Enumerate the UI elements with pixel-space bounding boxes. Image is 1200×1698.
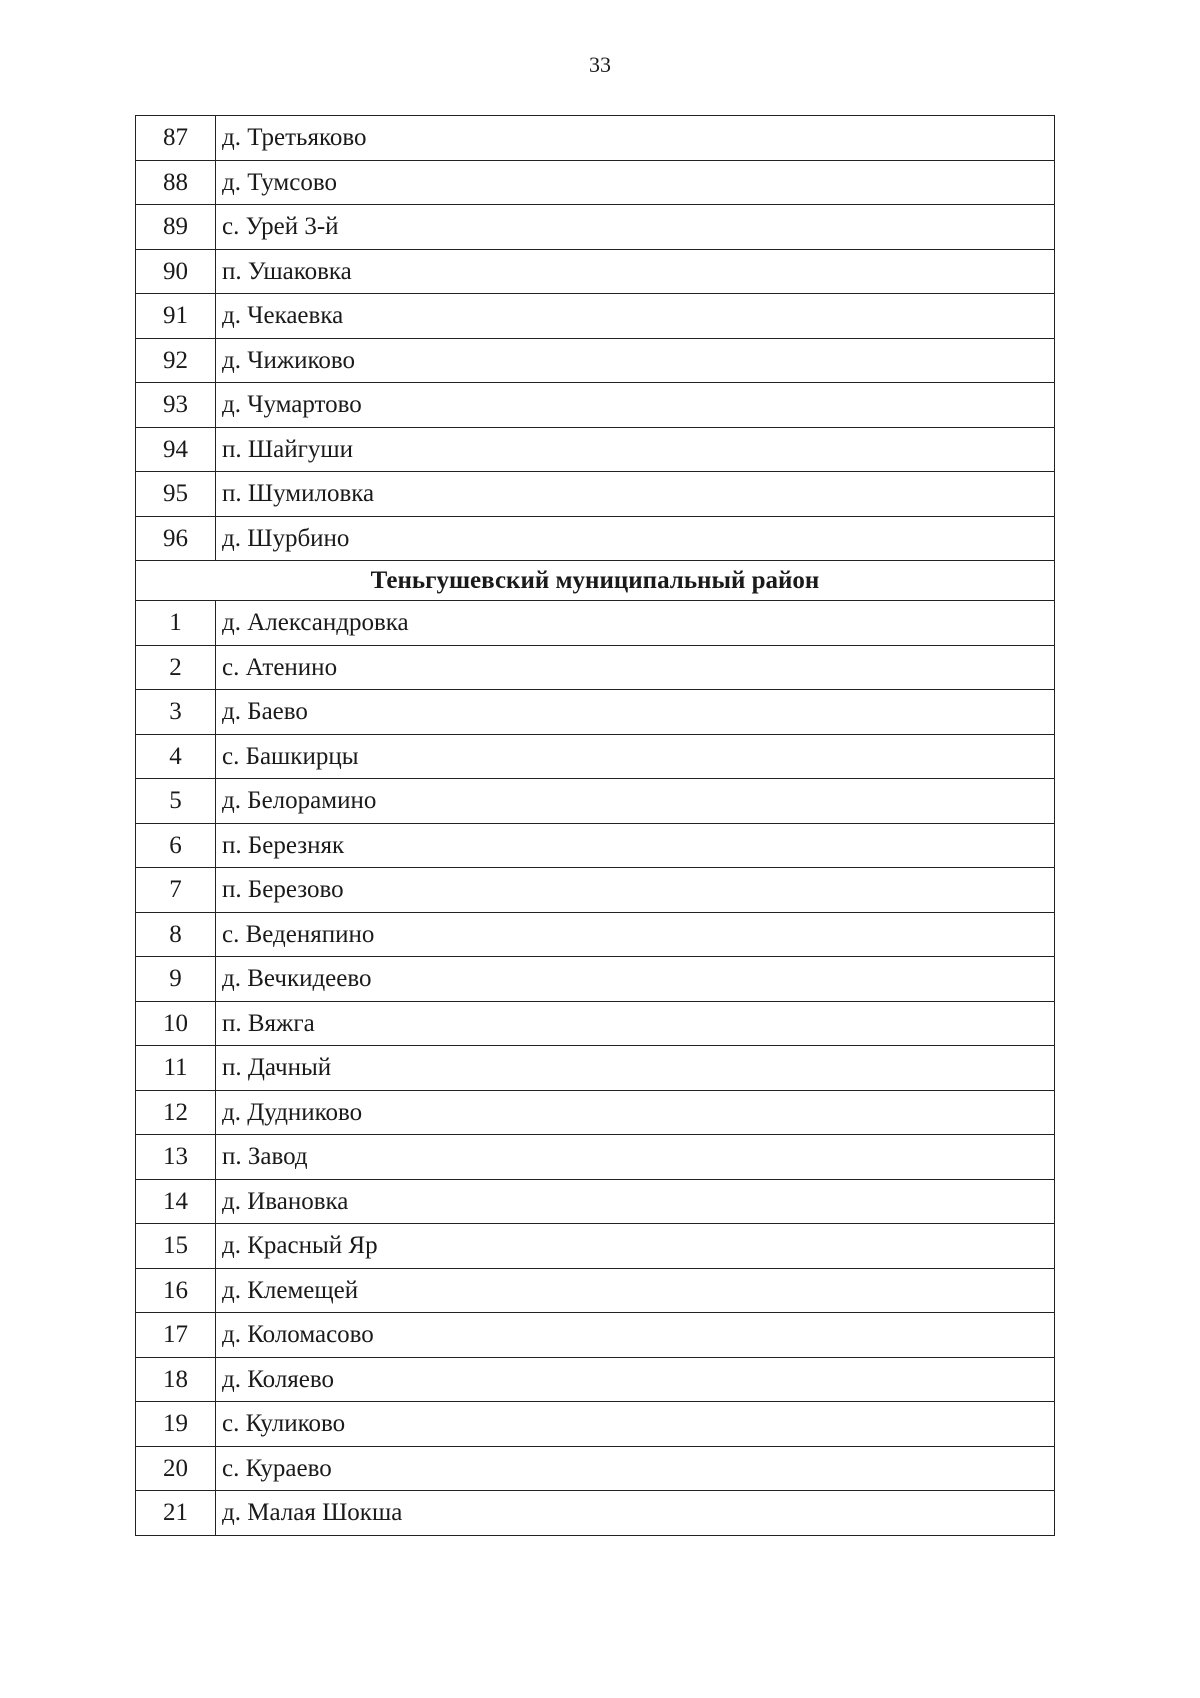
settlement-name: с. Атенино: [216, 645, 1055, 690]
settlement-name: д. Коляево: [216, 1357, 1055, 1402]
table-section: [136, 561, 1055, 601]
settlement-name: п. Дачный: [216, 1046, 1055, 1091]
table-row: [136, 823, 1055, 868]
settlement-name: п. Шумиловка: [216, 472, 1055, 517]
settlement-name: п. Ушаковка: [216, 249, 1055, 294]
table-row: [136, 1135, 1055, 1180]
row-number: 94: [136, 427, 216, 472]
settlement-name: с. Куликово: [216, 1402, 1055, 1447]
table-row: [136, 383, 1055, 428]
settlement-name: д. Чумартово: [216, 383, 1055, 428]
table-row: [136, 472, 1055, 517]
row-number: 88: [136, 160, 216, 205]
table-row: [136, 957, 1055, 1002]
settlement-name: д. Тумсово: [216, 160, 1055, 205]
table-row: [136, 645, 1055, 690]
table-row: [136, 1224, 1055, 1269]
table-row: [136, 1046, 1055, 1091]
row-number: 18: [136, 1357, 216, 1402]
settlement-name: с. Башкирцы: [216, 734, 1055, 779]
row-number: 1: [136, 601, 216, 646]
table-row: [136, 1001, 1055, 1046]
settlement-name: д. Дудниково: [216, 1090, 1055, 1135]
row-number: 92: [136, 338, 216, 383]
table-row: [136, 249, 1055, 294]
settlement-name: д. Чекаевка: [216, 294, 1055, 339]
table-row: [136, 868, 1055, 913]
table-row: [136, 779, 1055, 824]
table-row: [136, 205, 1055, 250]
row-number: 15: [136, 1224, 216, 1269]
row-number: 95: [136, 472, 216, 517]
settlement-name: д. Вечкидеево: [216, 957, 1055, 1002]
table-body-bottom: [136, 601, 1055, 1536]
row-number: 96: [136, 516, 216, 561]
table-row: [136, 912, 1055, 957]
settlement-name: д. Клемещей: [216, 1268, 1055, 1313]
row-number: 2: [136, 645, 216, 690]
row-number: 11: [136, 1046, 216, 1091]
row-number: 3: [136, 690, 216, 735]
table-row: [136, 734, 1055, 779]
section-row: [136, 561, 1055, 601]
settlement-name: д. Баево: [216, 690, 1055, 735]
settlement-name: п. Завод: [216, 1135, 1055, 1180]
settlement-name: д. Александровка: [216, 601, 1055, 646]
row-number: 6: [136, 823, 216, 868]
table-row: [136, 690, 1055, 735]
settlement-name: д. Чижиково: [216, 338, 1055, 383]
settlement-name: д. Шурбино: [216, 516, 1055, 561]
row-number: 20: [136, 1446, 216, 1491]
row-number: 4: [136, 734, 216, 779]
settlement-name: д. Белорамино: [216, 779, 1055, 824]
table-row: [136, 116, 1055, 161]
table-row: [136, 1313, 1055, 1358]
row-number: 19: [136, 1402, 216, 1447]
table-row: [136, 338, 1055, 383]
table-row: [136, 1090, 1055, 1135]
row-number: 10: [136, 1001, 216, 1046]
row-number: 93: [136, 383, 216, 428]
page-number: 33: [589, 52, 611, 77]
row-number: 17: [136, 1313, 216, 1358]
settlement-name: п. Березово: [216, 868, 1055, 913]
row-number: 13: [136, 1135, 216, 1180]
settlement-name: с. Кураево: [216, 1446, 1055, 1491]
row-number: 7: [136, 868, 216, 913]
settlements-table: [135, 115, 1055, 1536]
settlement-name: п. Березняк: [216, 823, 1055, 868]
table-row: [136, 427, 1055, 472]
row-number: 8: [136, 912, 216, 957]
settlement-name: п. Шайгуши: [216, 427, 1055, 472]
table-row: [136, 1491, 1055, 1536]
row-number: 91: [136, 294, 216, 339]
settlement-name: с. Веденяпино: [216, 912, 1055, 957]
settlement-name: п. Вяжга: [216, 1001, 1055, 1046]
table-row: [136, 1179, 1055, 1224]
section-title: Теньгушевский муниципальный район: [136, 561, 1055, 601]
settlement-name: д. Коломасово: [216, 1313, 1055, 1358]
settlement-name: с. Урей 3-й: [216, 205, 1055, 250]
settlement-name: д. Малая Шокша: [216, 1491, 1055, 1536]
settlement-name: д. Красный Яр: [216, 1224, 1055, 1269]
row-number: 87: [136, 116, 216, 161]
row-number: 89: [136, 205, 216, 250]
table-body-top: [136, 116, 1055, 561]
row-number: 12: [136, 1090, 216, 1135]
table-row: [136, 1446, 1055, 1491]
table-row: [136, 1268, 1055, 1313]
table-row: [136, 1357, 1055, 1402]
table-row: [136, 294, 1055, 339]
table-row: [136, 601, 1055, 646]
settlement-name: д. Третьяково: [216, 116, 1055, 161]
row-number: 5: [136, 779, 216, 824]
table-row: [136, 516, 1055, 561]
table-row: [136, 160, 1055, 205]
settlement-name: д. Ивановка: [216, 1179, 1055, 1224]
row-number: 9: [136, 957, 216, 1002]
row-number: 21: [136, 1491, 216, 1536]
row-number: 16: [136, 1268, 216, 1313]
row-number: 90: [136, 249, 216, 294]
row-number: 14: [136, 1179, 216, 1224]
table-row: [136, 1402, 1055, 1447]
